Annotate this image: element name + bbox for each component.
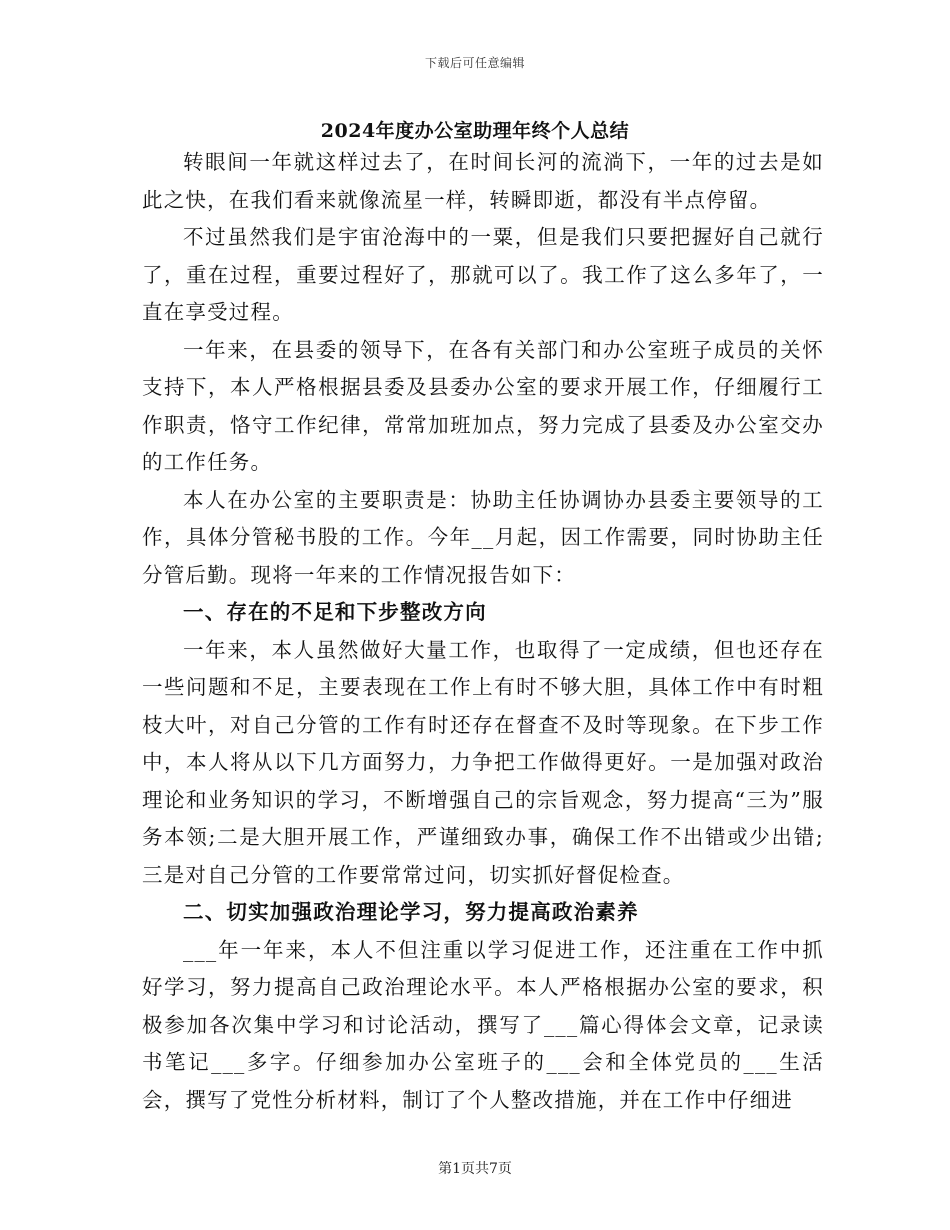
paragraph: 不过虽然我们是宇宙沧海中的一粟，但是我们只要把握好自己就行了，重在过程，重要过程好了，那就可以了。我工作了这么多年了，一直在享受过程。: [142, 225, 824, 324]
paragraph: 转眼间一年就这样过去了，在时间长河的流淌下，一年的过去是如此之快，在我们看来就像流星一样，转瞬即逝，都没有半点停留。: [142, 150, 824, 212]
document-body: [142, 144, 824, 1119]
paragraph: 一年来，本人虽然做好大量工作，也取得了一定成绩，但也还存在一些问题和不足，主要表现在工作上有时不够大胆，具体工作中有时粗枝大叶，对自己分管的工作有时还存在督查不及时等现象。在下步工作中，本人将从以下几方面努力，力争把工作做得更好。一是加强对政治理论和业务知识的学习，不断增强自己的宗旨观念，努力提高“三为”服务本领;二是大胆开展工作，严谨细致办事，确保工作不出错或少出错;三是对自己分管的工作要常常过问，切实抓好督促检查。: [142, 637, 824, 887]
header-note: 下载后可任意编辑: [424, 56, 525, 70]
section-heading: 二、切实加强政治理论学习，努力提高政治素养: [183, 900, 639, 924]
paragraph: 本人在办公室的主要职责是：协助主任协调协办县委主要领导的工作，具体分管秘书股的工作。今年__月起，因工作需要，同时协助主任分管后勤。现将一年来的工作情况报告如下：: [142, 487, 824, 587]
paragraph: 一年来，在县委的领导下，在各有关部门和办公室班子成员的关怀支持下，本人严格根据县委及县委办公室的要求开展工作，仔细履行工作职责，恪守工作纪律，常常加班加点，努力完成了县委及办公室交办的工作任务。: [142, 337, 824, 474]
paragraph: ___年一年来，本人不但注重以学习促进工作，还注重在工作中抓好学习，努力提高自己政治理论水平。本人严格根据办公室的要求，积极参加各次集中学习和讨论活动，撰写了___篇心得体会文章，记录读书笔记___多字。仔细参加办公室班子的___会和全体党员的___生活会，撰写了党性分析材料，制订了个人整改措施，并在工作中仔细进: [142, 937, 824, 1112]
document-title: 2024年度办公室助理年终个人总结: [320, 120, 630, 142]
section-heading: 一、存在的不足和下步整改方向: [183, 600, 487, 624]
page-footer: 第1页共7页: [438, 1161, 512, 1177]
